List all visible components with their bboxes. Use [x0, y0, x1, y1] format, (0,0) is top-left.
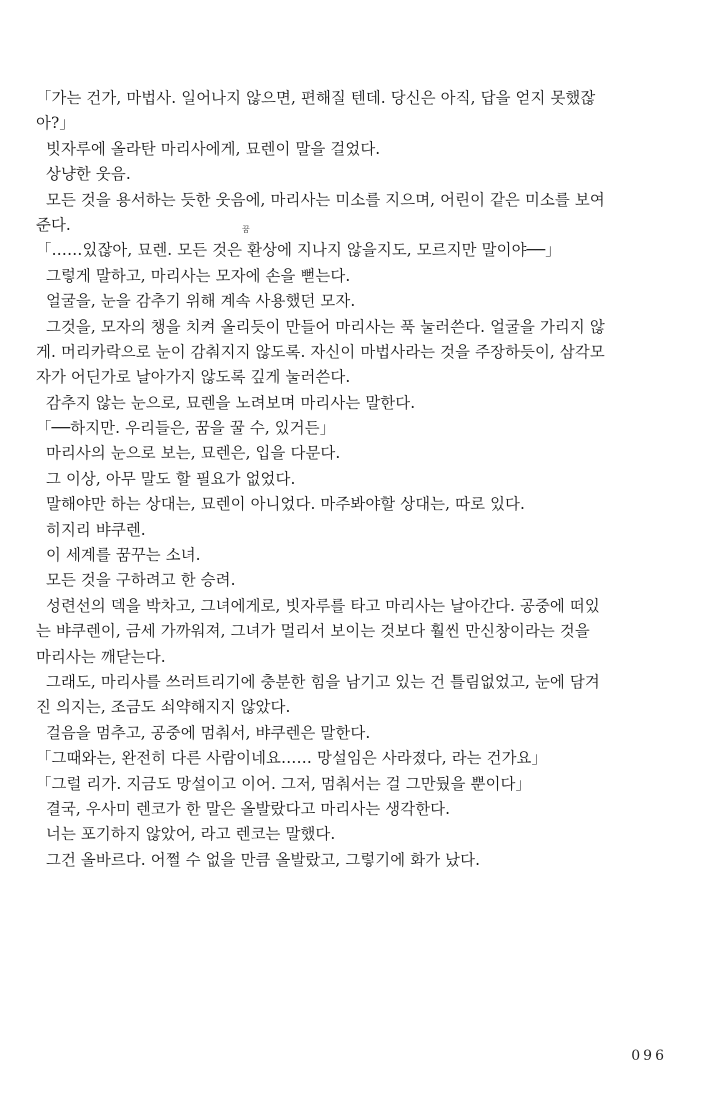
text-line: 이 세계를 꿈꾸는 소녀.: [46, 546, 201, 565]
text-line: 말해야만 하는 상대는, 묘렌이 아니었다. 마주봐야할 상대는, 따로 있다.: [46, 495, 525, 514]
text-line: 결국, 우사미 렌코가 한 말은 올발랐다고 마리사는 생각한다.: [46, 799, 451, 818]
text-line: 그 이상, 아무 말도 할 필요가 없었다.: [46, 469, 296, 488]
text-line: 히지리 뱌쿠렌.: [46, 520, 146, 539]
text-line: 「──하지만. 우리들은, 꿈을 꿀 수, 있거든」: [36, 419, 336, 438]
text-line: 진 의지는, 조금도 쇠약해지지 않았다.: [36, 698, 291, 717]
text-line: 그건 올바르다. 어쩔 수 없을 만큼 올발랐고, 그렇기에 화가 났다.: [46, 850, 481, 869]
text-line: 마리사는 깨닫는다.: [36, 647, 166, 666]
text-line: 너는 포기하지 않았어, 라고 렌코는 말했다.: [46, 825, 336, 844]
text-line: 「그때와는, 완전히 다른 사람이네요…… 망설임은 사라졌다, 라는 건가요」: [36, 749, 548, 768]
text-line: 빗자루에 올라탄 마리사에게, 묘렌이 말을 걸었다.: [46, 139, 381, 158]
text-line: 는 뱌쿠렌이, 금세 가까워져, 그녀가 멀리서 보이는 것보다 훨씬 만신창이라는 것을: [36, 622, 590, 641]
text-line: 모든 것을 용서하는 듯한 웃음에, 마리사는 미소를 지으며, 어린이 같은 미소를 보여: [46, 190, 605, 209]
text-line: 아?」: [36, 114, 75, 133]
text-line: 얼굴을, 눈을 감추기 위해 계속 사용했던 모자.: [46, 292, 356, 311]
text-line: 「……있잖아, 묘렌. 모든 것은 환상에 지나지 않을지도, 모르지만 말이야──」: [36, 241, 561, 260]
text-line: 마리사의 눈으로 보는, 묘렌은, 입을 다문다.: [46, 444, 341, 463]
text-line-with-ruby: [36, 225, 688, 263]
text-line: 「가는 건가, 마법사. 일어나지 않으면, 편해질 텐데. 당신은 아직, 답을 얻지 못했잖: [36, 89, 596, 107]
body-text: [36, 86, 688, 873]
text-line: 성련선의 덱을 박차고, 그녀에게로, 빗자루를 타고 마리사는 날아간다. 공중에 떠있: [46, 596, 600, 615]
page-number: 096: [631, 1048, 667, 1064]
text-line: 그것을, 모자의 챙을 치켜 올리듯이 만들어 마리사는 푹 눌러쓴다. 얼굴을 가리지 않: [46, 317, 605, 336]
ruby-annotation: 꿈: [242, 225, 250, 235]
text-line: 그래도, 마리사를 쓰러트리기에 충분한 힘을 남기고 있는 건 틀림없었고, 눈에 담겨: [46, 672, 600, 691]
text-line: 걸음을 멈추고, 공중에 멈춰서, 뱌쿠렌은 말한다.: [46, 723, 371, 742]
text-line: 모든 것을 구하려고 한 승려.: [46, 571, 236, 590]
text-line: 상냥한 웃음.: [46, 165, 131, 184]
text-line: 준다.: [36, 215, 71, 234]
text-line: 그렇게 말하고, 마리사는 모자에 손을 뻗는다.: [46, 266, 351, 285]
text-line: 「그럴 리가. 지금도 망설이고 이어. 그저, 멈춰서는 걸 그만뒀을 뿐이다」: [36, 774, 532, 793]
text-line: 감추지 않는 눈으로, 묘렌을 노려보며 마리사는 말한다.: [46, 393, 416, 412]
text-line: 게. 머리카락으로 눈이 감춰지지 않도록. 자신이 마법사라는 것을 주장하듯이, 삼각모: [36, 342, 605, 361]
text-line: 자가 어딘가로 날아가지 않도록 깊게 눌러쓴다.: [36, 368, 351, 387]
